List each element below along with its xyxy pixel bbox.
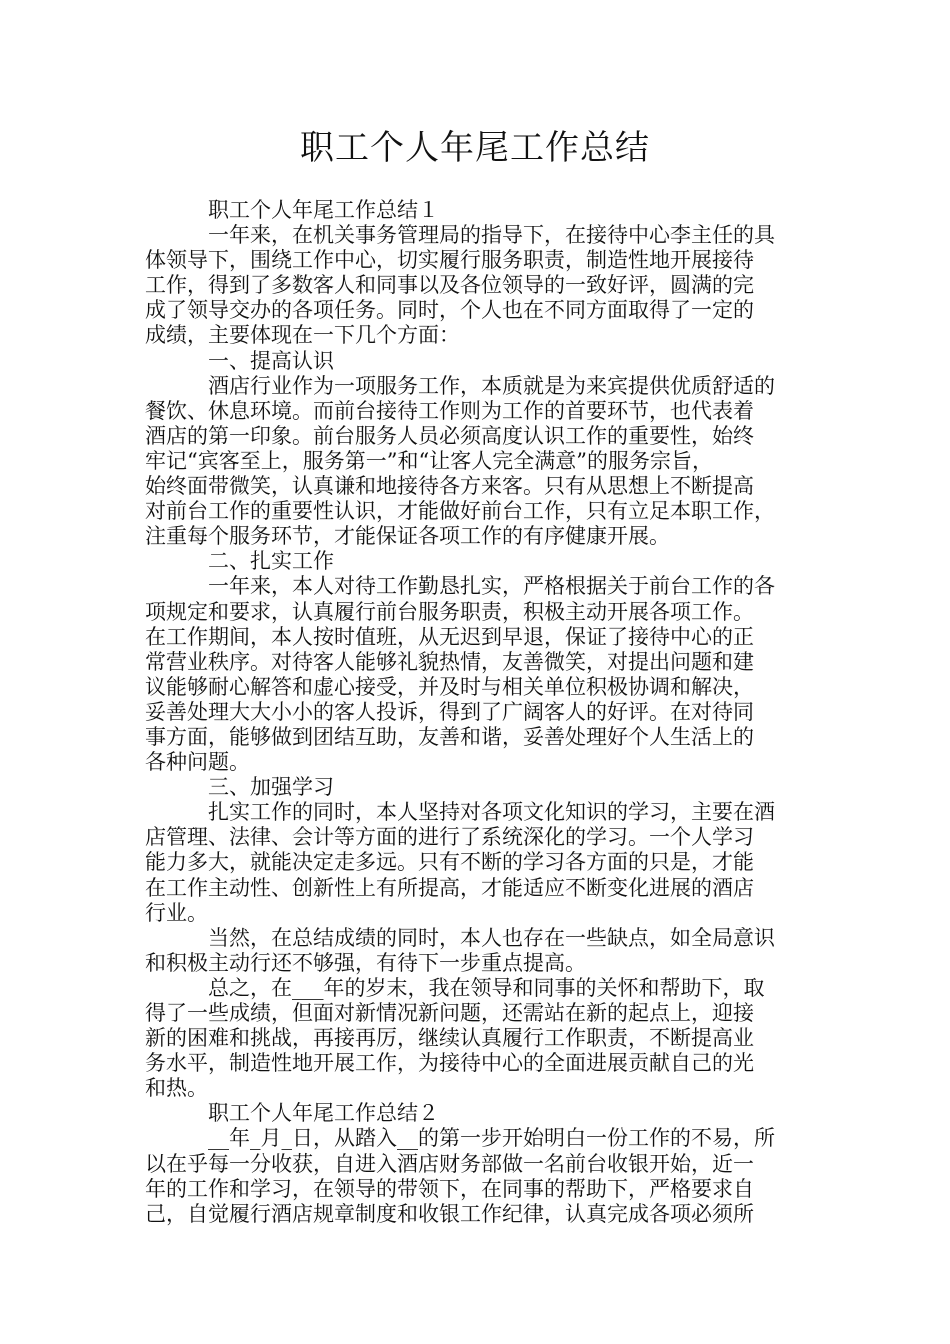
body-line: 在工作期间，本人按时值班，从无迟到早退，保证了接待中心的正 [145,624,754,649]
body-line: 和积极主动行还不够强，有待下一步重点提高。 [145,950,586,975]
body-line: 项规定和要求，认真履行前台服务职责，积极主动开展各项工作。 [145,599,754,624]
body-line: 年的工作和学习，在领导的带领下，在同事的帮助下，严格要求自 [145,1176,754,1201]
body-line: 体领导下，围绕工作中心，切实履行服务职责，制造性地开展接待 [145,248,754,273]
body-line: 以在乎每一分收获，自进入酒店财务部做一名前台收银开始，近一 [145,1151,754,1176]
body-line: 一年来，本人对待工作勤恳扎实，严格根据关于前台工作的各 [145,574,775,599]
body-line: 店管理、法律、会计等方面的进行了系统深化的学习。一个人学习 [145,825,754,850]
body-line: 职工个人年尾工作总结２ [145,1101,439,1126]
body-line: 议能够耐心解答和虚心接受，并及时与相关单位积极协调和解决， [145,674,754,699]
document-title: 职工个人年尾工作总结 [300,128,650,168]
body-line: 一、提高认识 [145,348,334,373]
body-line: 餐饮、休息环境。而前台接待工作则为工作的首要环节，也代表着 [145,398,754,423]
body-line: 注重每个服务环节，才能保证各项工作的有序健康开展。 [145,524,670,549]
body-line: 事方面，能够做到团结互助，友善和谐，妥善处理好个人生活上的 [145,724,754,749]
body-line: 成绩，主要体现在一下几个方面： [145,323,460,348]
body-line: 当然，在总结成绩的同时，本人也存在一些缺点，如全局意识 [145,925,775,950]
body-line: 酒店行业作为一项服务工作，本质就是为来宾提供优质舒适的 [145,373,775,398]
body-line: 二、扎实工作 [145,549,334,574]
body-line: 和热。 [145,1076,208,1101]
body-line: 三、加强学习 [145,775,334,800]
body-line: 扎实工作的同时，本人坚持对各项文化知识的学习，主要在酒 [145,800,775,825]
body-line: 酒店的第一印象。前台服务人员必须高度认识工作的重要性，始终 [145,423,754,448]
body-line: 一年来，在机关事务管理局的指导下，在接待中心李主任的具 [145,223,775,248]
body-line: 新的困难和挑战，再接再厉，继续认真履行工作职责，不断提高业 [145,1026,754,1051]
document-body [145,198,815,1227]
body-line: 职工个人年尾工作总结１ [145,198,439,222]
body-line: 妥善处理大大小小的客人投诉，得到了广阔客人的好评。在对待同 [145,699,754,724]
body-line: 总之，在___年的岁末，我在领导和同事的关怀和帮助下，取 [145,975,765,1000]
body-line: 对前台工作的重要性认识，才能做好前台工作，只有立足本职工作， [145,499,775,524]
body-line: 在工作主动性、创新性上有所提高，才能适应不断变化进展的酒店 [145,875,754,900]
body-line: 始终面带微笑，认真谦和地接待各方来客。只有从思想上不断提高 [145,474,754,499]
body-line: __年_月_日，从踏入__的第一步开始明白一份工作的不易，所 [145,1126,775,1151]
body-line: 能力多大，就能决定走多远。只有不断的学习各方面的只是，才能 [145,850,754,875]
body-line: 行业。 [145,900,208,925]
body-line: 常营业秩序。对待客人能够礼貌热情，友善微笑，对提出问题和建 [145,649,754,674]
body-line: 得了一些成绩，但面对新情况新问题，还需站在新的起点上，迎接 [145,1001,754,1025]
body-line: 工作，得到了多数客人和同事以及各位领导的一致好评，圆满的完 [145,273,754,298]
body-line: 己，自觉履行酒店规章制度和收银工作纪律，认真完成各项必须所 [145,1201,754,1226]
body-line: 牢记“宾客至上，服务第一”和“让客人完全满意”的服务宗旨， [145,448,713,473]
body-line: 成了领导交办的各项任务。同时，个人也在不同方面取得了一定的 [145,298,754,323]
body-line: 务水平，制造性地开展工作，为接待中心的全面进展贡献自己的光 [145,1051,754,1076]
body-line: 各种问题。 [145,750,250,775]
